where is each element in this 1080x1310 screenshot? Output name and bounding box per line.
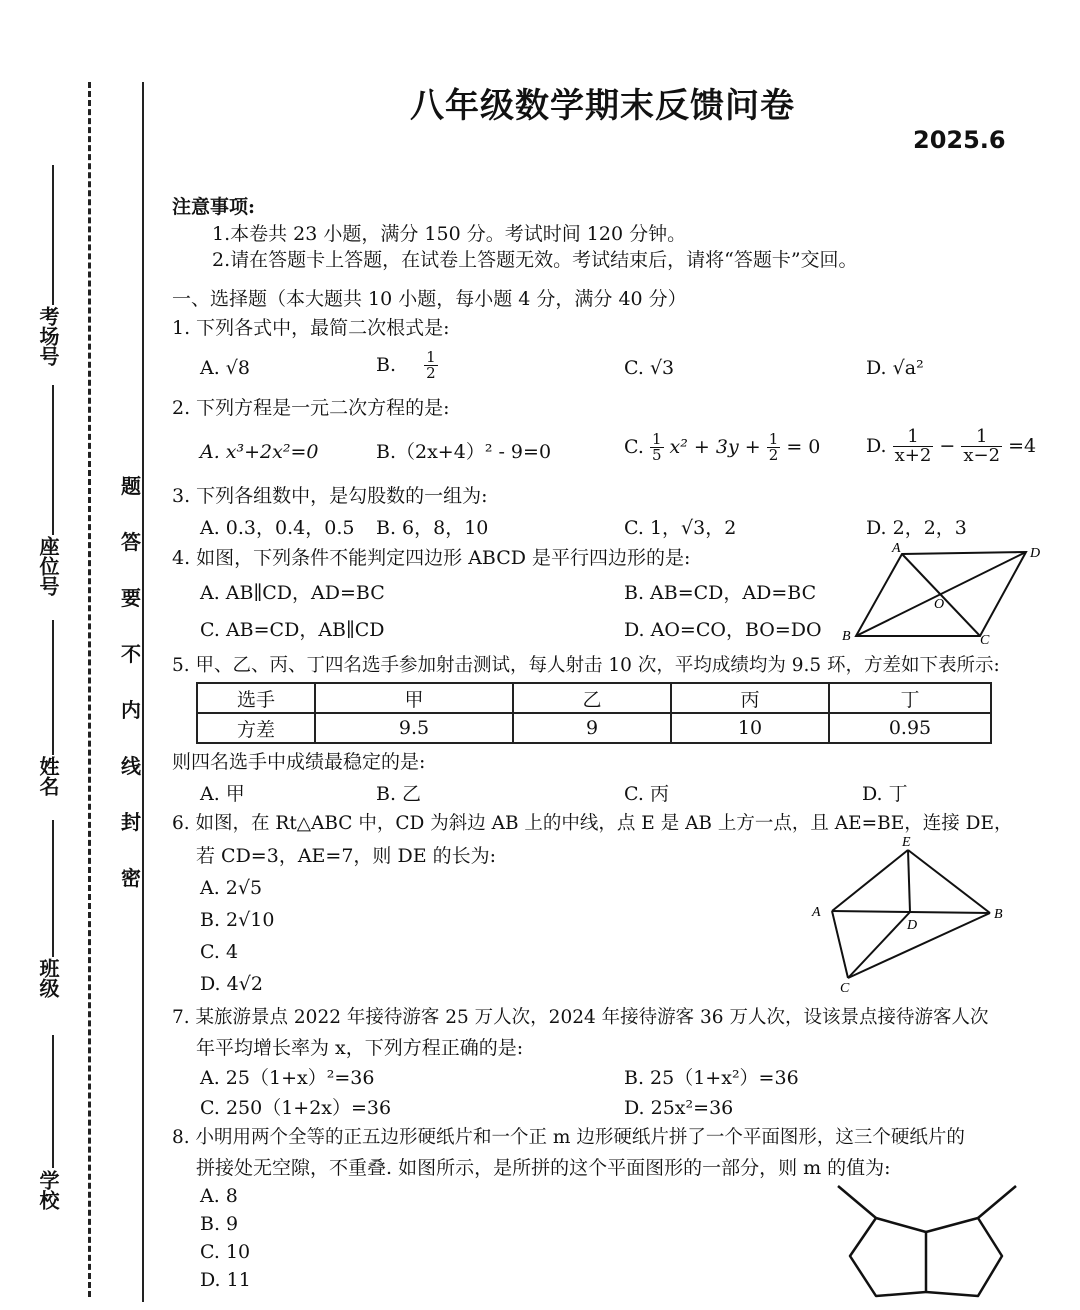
option-a: A. 2√5 <box>200 877 263 899</box>
table-header-cell: 丁 <box>829 683 991 713</box>
question-stem: 3. 下列各组数中，是勾股数的一组为: <box>172 485 488 507</box>
field-school: 学校 <box>36 1170 60 1210</box>
question-stem: 年平均增长率为 x，下列方程正确的是: <box>196 1037 524 1059</box>
question-stem: 1. 下列各式中，最简二次根式是: <box>172 317 450 339</box>
option-d: D. √a² <box>866 357 924 379</box>
table-header-cell: 甲 <box>315 683 513 713</box>
seal-char: 题 <box>121 474 141 498</box>
table-header-cell: 丙 <box>671 683 829 713</box>
question-stem: 6. 如图，在 Rt△ABC 中，CD 为斜边 AB 上的中线，点 E 是 AB 上方一点，且 AE=BE，连接 DE， <box>172 813 1013 834</box>
option-d-prefix: D. <box>866 435 887 458</box>
question-stem: 拼接处无空隙，不重叠. 如图所示，是所拼的这个平面图形的一部分，则 m 的值为: <box>196 1157 891 1179</box>
label-B: B <box>842 629 851 644</box>
option-c: C. 10 <box>200 1241 251 1263</box>
fraction <box>961 428 1002 465</box>
section-heading: 一、选择题（本大题共 10 小题，每小题 4 分，满分 40 分） <box>172 288 687 310</box>
table-cell: 10 <box>671 713 829 743</box>
field-class: 班级 <box>36 958 60 998</box>
field-seat: 座位号 <box>36 536 60 596</box>
field-exam-room-line <box>52 165 54 305</box>
option-d: D. 11 <box>200 1269 251 1291</box>
field-name-line <box>52 620 54 755</box>
note-item: 2.请在答题卡上答题，在试卷上答题无效。考试结束后，请将“答题卡”交回。 <box>212 249 858 271</box>
seal-char: 内 <box>121 698 141 722</box>
option-b-prefix: B. <box>376 354 397 377</box>
fraction-numerator: 1 <box>426 348 436 366</box>
option-b <box>376 350 438 381</box>
label-E: E <box>902 835 911 850</box>
field-name: 姓名 <box>36 756 60 796</box>
fraction-numerator: 1 <box>651 430 662 448</box>
page-title: 八年级数学期末反馈问卷 <box>410 86 795 126</box>
option-a: A. 甲 <box>200 783 245 805</box>
table-header-cell: 乙 <box>513 683 671 713</box>
question-stem: 4. 如图，下列条件不能判定四边形 ABCD 是平行四边形的是: <box>172 547 691 569</box>
question-tail: 则四名选手中成绩最稳定的是: <box>172 751 426 773</box>
fraction-denominator: x+2 <box>894 445 932 466</box>
seal-char: 密 <box>121 866 141 890</box>
option-c: C. AB=CD，AB∥CD <box>200 619 385 641</box>
field-seat-line <box>52 385 54 535</box>
fraction <box>767 432 781 463</box>
option-b: B. 6，8，10 <box>376 517 489 539</box>
seal-char: 线 <box>121 754 141 778</box>
fraction-denominator: 2 <box>426 364 436 382</box>
seal-char: 要 <box>121 586 141 610</box>
notes-heading: 注意事项: <box>172 196 256 218</box>
option-d: D. 2，2，3 <box>866 517 967 539</box>
table-cell: 9.5 <box>315 713 513 743</box>
fraction <box>424 350 438 381</box>
seal-char: 答 <box>121 530 141 554</box>
table-cell: 0.95 <box>829 713 991 743</box>
triangle-figure <box>810 836 1020 996</box>
option-a: A. AB∥CD，AD=BC <box>200 582 385 604</box>
option-d: D. AO=CO，BO=DO <box>624 619 822 641</box>
minus-sign: − <box>939 435 956 458</box>
label-A: A <box>812 905 821 920</box>
expression: = 0 <box>786 436 821 459</box>
option-a: A. 8 <box>200 1185 238 1207</box>
option-c: C. √3 <box>624 357 675 379</box>
pentagon-figure <box>830 1180 1030 1305</box>
label-O: O <box>934 597 945 612</box>
table-row <box>197 683 991 713</box>
label-C: C <box>840 981 850 996</box>
label-C: C <box>980 633 990 648</box>
label-D: D <box>907 918 918 933</box>
option-b: B. 乙 <box>376 783 422 805</box>
option-c <box>624 432 820 463</box>
field-class-line <box>52 820 54 957</box>
option-b: B.（2x+4）² - 9=0 <box>376 441 552 463</box>
option-c: C. 1，√3，2 <box>624 517 737 539</box>
fraction <box>650 432 664 463</box>
parallelogram-figure <box>840 540 1040 650</box>
exam-date: 2025.6 <box>913 126 1006 154</box>
question-stem: 7. 某旅游景点 2022 年接待游客 25 万人次，2024 年接待游客 36 万人次，设该景点接待游客人次 <box>172 1007 989 1028</box>
option-c: C. 250（1+2x）=36 <box>200 1097 392 1119</box>
option-c: C. 丙 <box>624 783 669 805</box>
fraction-denominator: 5 <box>651 446 662 464</box>
fraction-numerator: 1 <box>768 430 779 448</box>
option-d: D. 4√2 <box>200 973 263 995</box>
option-b: B. 2√10 <box>200 909 275 931</box>
label-A: A <box>892 541 901 556</box>
fraction-denominator: x−2 <box>963 445 1001 466</box>
question-stem: 若 CD=3，AE=7，则 DE 的长为: <box>196 845 497 867</box>
question-stem: 8. 小明用两个全等的正五边形硬纸片和一个正 m 边形硬纸片拼了一个平面图形，这三个硬纸片的 <box>172 1127 965 1148</box>
note-item: 1.本卷共 23 小题，满分 150 分。考试时间 120 分钟。 <box>212 223 687 245</box>
question-stem: 5. 甲、乙、丙、丁四名选手参加射击测试，每人射击 10 次，平均成绩均为 9.5 环，方差如下表所示: <box>172 655 1000 676</box>
option-c: C. 4 <box>200 941 239 963</box>
expression: =4 <box>1008 435 1037 458</box>
option-b: B. 25（1+x²）=36 <box>624 1067 799 1089</box>
seal-line-notice <box>116 470 146 891</box>
option-a: A. x³+2x²=0 <box>200 441 319 463</box>
expression: x² + 3y + <box>669 436 761 459</box>
option-a: A. 0.3，0.4，0.5 <box>200 517 355 539</box>
option-b: B. AB=CD，AD=BC <box>624 582 817 604</box>
table-header-cell: 选手 <box>197 683 315 713</box>
fraction-numerator: 1 <box>961 428 1002 447</box>
fraction-numerator: 1 <box>893 428 934 447</box>
table-cell: 方差 <box>197 713 315 743</box>
field-exam-room: 考场号 <box>36 306 60 366</box>
binding-dashed-line <box>88 82 91 1297</box>
label-D: D <box>1030 546 1041 561</box>
option-a: A. √8 <box>200 357 250 379</box>
option-c-prefix: C. <box>624 436 644 459</box>
table-cell: 9 <box>513 713 671 743</box>
question-stem: 2. 下列方程是一元二次方程的是: <box>172 397 450 419</box>
option-a: A. 25（1+x）²=36 <box>200 1067 375 1089</box>
option-d: D. 25x²=36 <box>624 1097 734 1119</box>
field-school-line <box>52 1035 54 1168</box>
seal-char: 封 <box>121 810 141 834</box>
fraction-denominator: 2 <box>768 446 779 464</box>
seal-char: 不 <box>121 642 141 666</box>
option-b: B. 9 <box>200 1213 239 1235</box>
option-d <box>866 428 1036 465</box>
fraction <box>893 428 934 465</box>
label-B: B <box>994 907 1003 922</box>
variance-table <box>196 682 992 744</box>
option-d: D. 丁 <box>862 783 908 805</box>
table-row <box>197 713 991 743</box>
